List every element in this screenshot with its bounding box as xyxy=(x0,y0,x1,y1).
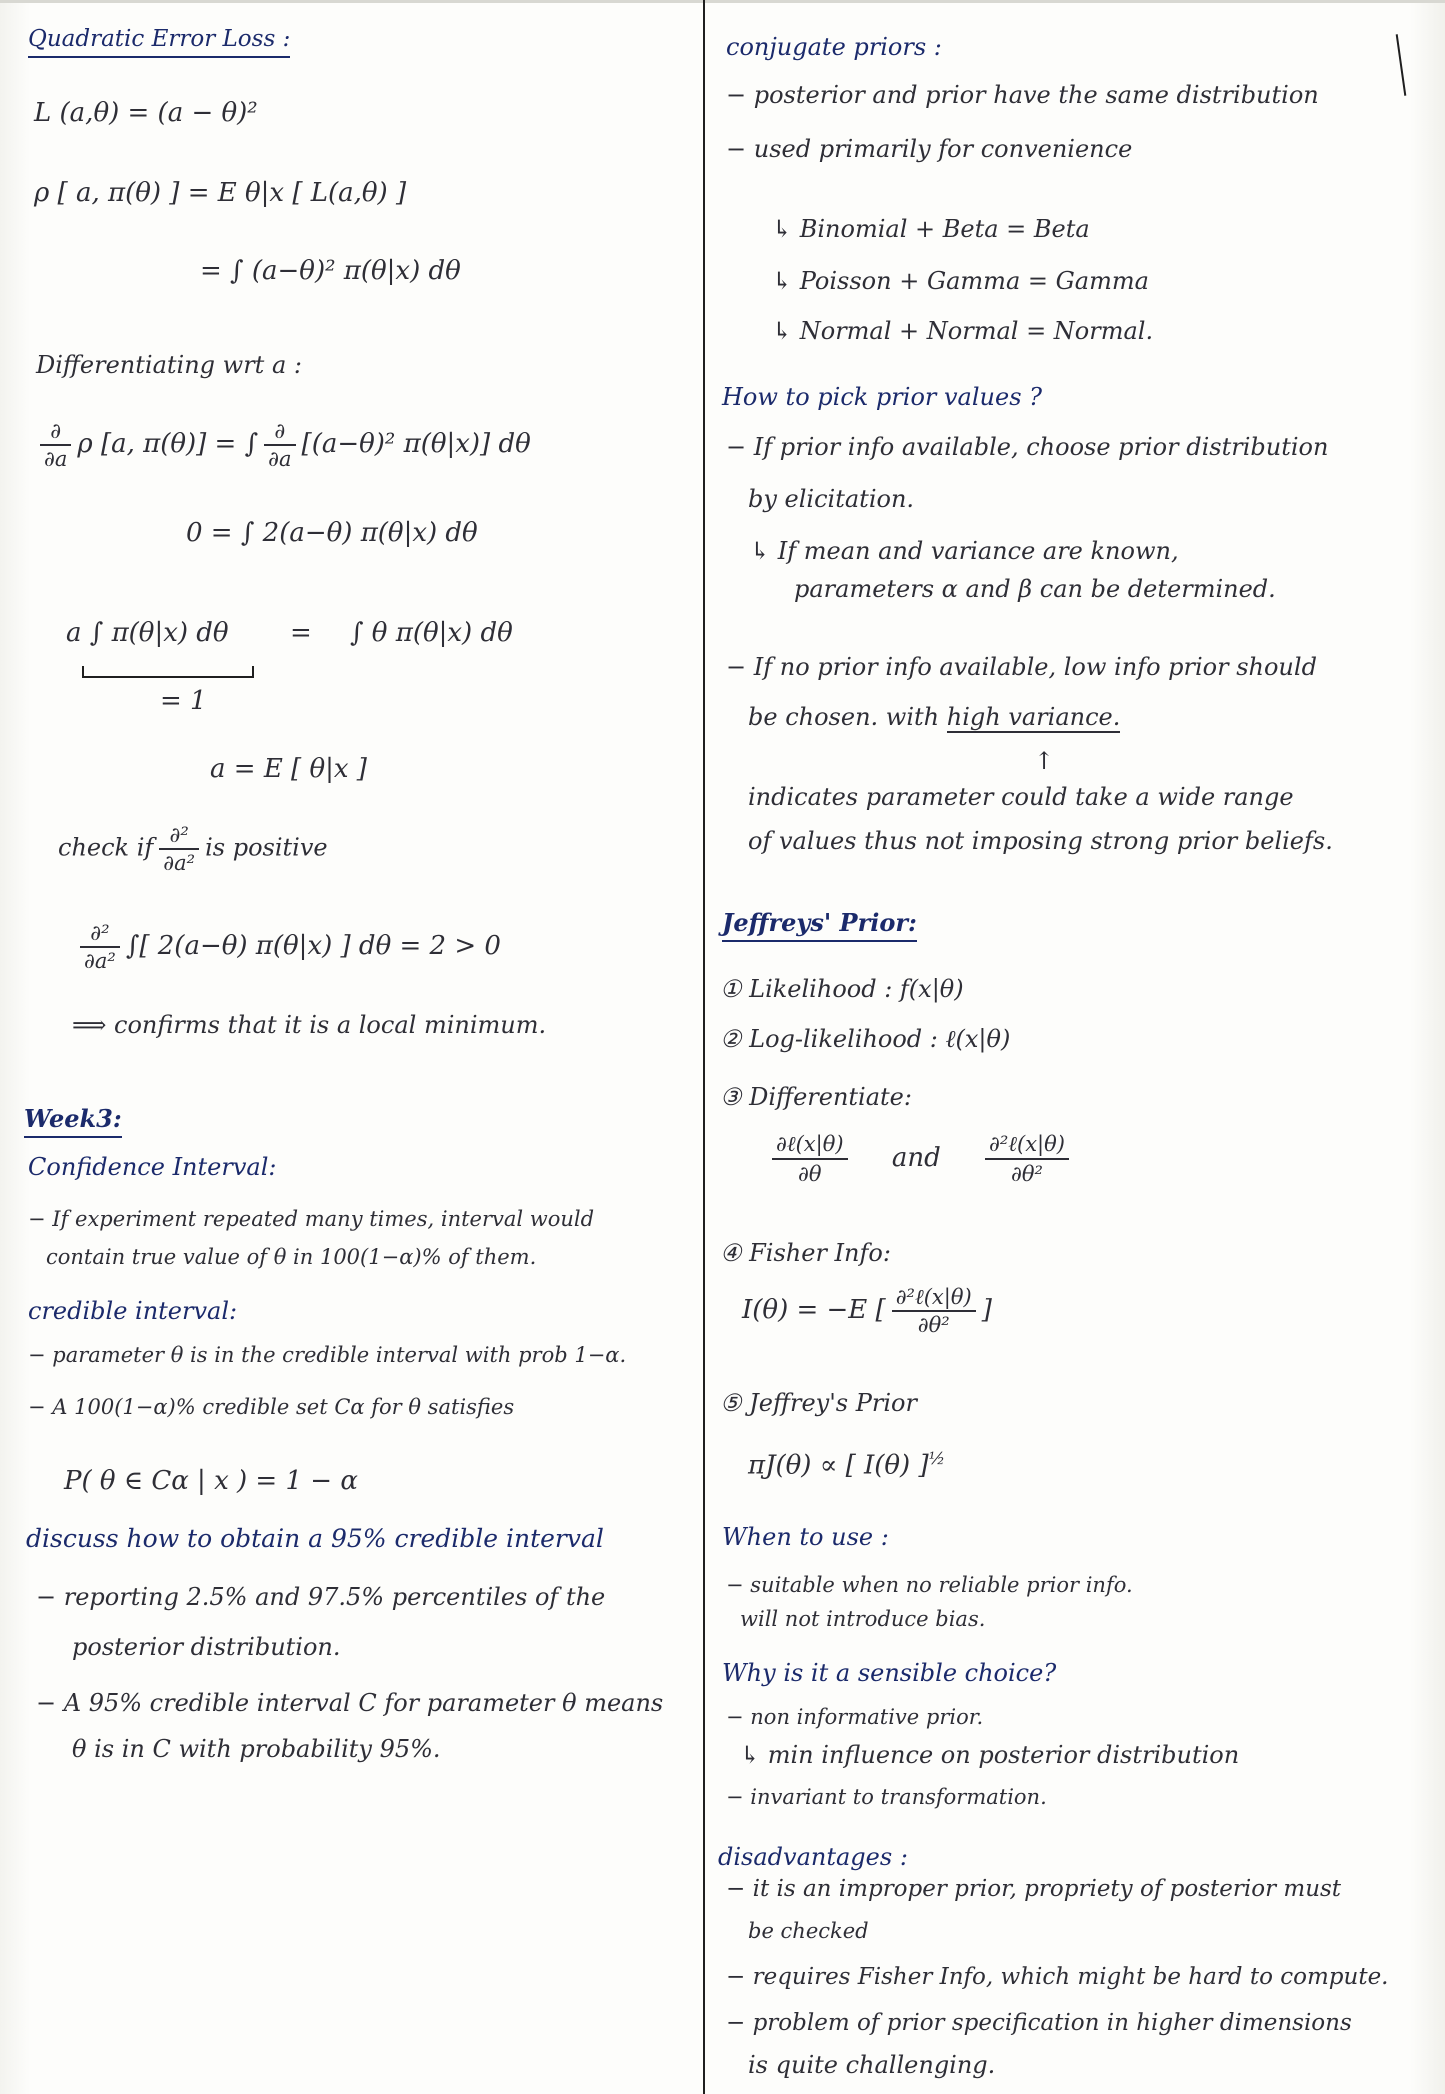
disadvantage3-line2: is quite challenging. xyxy=(748,2051,996,2079)
left-column xyxy=(0,0,700,2094)
disadvantages-title: disadvantages : xyxy=(718,1843,908,1871)
confidence-interval-title: Confidence Interval: xyxy=(28,1153,277,1181)
partial-fraction-inner: $\frac{\partial}{\partial a}$ xyxy=(264,418,295,472)
jeffreys-prior-title: Jeffreys' Prior: xyxy=(722,908,917,942)
disadvantage2: − requires Fisher Info, which might be hard to compute. xyxy=(726,1964,1389,1990)
when-to-use-title: When to use : xyxy=(722,1523,889,1551)
column-divider xyxy=(703,0,705,2094)
fisher-info-formula: I(θ) = −E [ $\frac{\text{∂²ℓ(x|θ)}}{\text{∂θ²}}$ ] xyxy=(742,1285,992,1337)
underbrace-right-tick xyxy=(252,666,254,677)
partial-fraction: $\frac{\partial}{\partial a}$ xyxy=(40,418,71,472)
when-to-use-line1: − suitable when no reliable prior info. xyxy=(726,1573,1133,1597)
discuss-point2-line1: − A 95% credible interval C for parameter θ means xyxy=(36,1689,664,1717)
credible-interval-title: credible interval: xyxy=(28,1297,238,1325)
jeffreys-prior-formula: πJ(θ) ∝ [ I(θ) ]$^{\frac{1}{2}}$ xyxy=(748,1449,946,1481)
sensible-line1: − non informative prior. xyxy=(726,1705,984,1729)
underbrace xyxy=(82,676,254,678)
sensible-choice-title: Why is it a sensible choice? xyxy=(722,1659,1057,1687)
sensible-line3: − invariant to transformation. xyxy=(726,1785,1047,1809)
conjugate-line1: − posterior and prior have the same distribution xyxy=(726,81,1319,109)
zero-equation: 0 = ∫ 2(a−θ) π(θ|x) dθ xyxy=(186,518,478,548)
loss-definition: L (a,θ) = (a − θ)² xyxy=(34,98,258,128)
discuss-95-credible-title: discuss how to obtain a 95% credible interval xyxy=(26,1524,604,1553)
quadratic-error-loss-title: Quadratic Error Loss : xyxy=(28,24,290,58)
underbrace-label: = 1 xyxy=(160,686,207,716)
differentiating-label: Differentiating wrt a : xyxy=(36,351,302,379)
step-differentiate: ③ Differentiate: xyxy=(720,1083,912,1111)
high-variance-emphasis: high variance. xyxy=(946,703,1121,731)
disadvantage1-line1: − it is an improper prior, propriety of posterior must xyxy=(726,1876,1342,1902)
when-to-use-line2: will not introduce bias. xyxy=(740,1607,986,1631)
derivative-equation: $\frac{\partial}{\partial a}$ ρ [a, π(θ)] = ∫ $\frac{\partial}{\partial a}$ [(a−θ)² π(θ|x)] dθ xyxy=(34,418,531,472)
confidence-interval-line1: − If experiment repeated many times, interval would xyxy=(28,1207,595,1231)
pick-point2-line2: be chosen. with high variance. xyxy=(748,703,1121,731)
discuss-point1-line2: posterior distribution. xyxy=(72,1633,341,1661)
disadvantage3-line1: − problem of prior specification in higher dimensions xyxy=(726,2010,1352,2036)
step-likelihood: ① Likelihood : f(x|θ) xyxy=(720,975,964,1003)
discuss-point2-line2: θ is in C with probability 95%. xyxy=(72,1735,441,1763)
pick-point1-sub2: parameters α and β can be determined. xyxy=(794,575,1276,603)
credible-set-formula: P( θ ∈ Cα | x ) = 1 − α xyxy=(64,1466,358,1496)
step-jeffreys-prior: ⑤ Jeffrey's Prior xyxy=(720,1389,917,1417)
disadvantage1-line2: be checked xyxy=(748,1919,869,1943)
conjugate-line2: − used primarily for convenience xyxy=(726,135,1133,163)
posterior-mean-result: a = E [ θ|x ] xyxy=(210,754,367,784)
a-integral-rhs: ∫ θ π(θ|x) dθ xyxy=(350,618,513,648)
conjugate-example-poisson: ↳ Poisson + Gamma = Gamma xyxy=(772,267,1149,295)
pick-point1-sub1: ↳ If mean and variance are known, xyxy=(750,537,1179,565)
confidence-interval-line2: contain true value of θ in 100(1−α)% of them. xyxy=(46,1245,537,1269)
pick-point1-line2: by elicitation. xyxy=(748,485,915,513)
high-variance-arrow: ↑ xyxy=(1034,747,1055,775)
week3-heading: Week3: xyxy=(24,1104,122,1138)
second-derivative-equation: $\frac{\text{∂²}}{\text{∂a²}}$ ∫[ 2(a−θ) π(θ|x) ] dθ = 2 > 0 xyxy=(74,920,501,974)
step-fisher-info: ④ Fisher Info: xyxy=(720,1239,891,1267)
discuss-point1-line1: − reporting 2.5% and 97.5% percentiles of the xyxy=(36,1583,606,1611)
bayes-risk-expectation: ρ [ a, π(θ) ] = E θ|x [ L(a,θ) ] xyxy=(34,178,407,208)
conjugate-example-binomial: ↳ Binomial + Beta = Beta xyxy=(772,215,1090,243)
a-integral-equals: = xyxy=(290,618,312,648)
a-integral-lhs: a ∫ π(θ|x) dθ xyxy=(66,618,229,648)
credible-interval-line2: − A 100(1−α)% credible set Cα for θ satisfies xyxy=(28,1395,515,1419)
pick-point2-line1: − If no prior info available, low info prior should xyxy=(726,653,1317,681)
step-log-likelihood: ② Log-likelihood : ℓ(x|θ) xyxy=(720,1025,1011,1053)
conjugate-priors-title: conjugate priors : xyxy=(726,33,942,61)
conjugate-example-normal: ↳ Normal + Normal = Normal. xyxy=(772,317,1154,345)
second-derivative-check: check if $\frac{\text{∂²}}{\text{∂a²}}$ is positive xyxy=(58,823,328,875)
pick-prior-title: How to pick prior values ? xyxy=(722,383,1043,411)
right-column xyxy=(712,0,1442,2094)
credible-interval-line1: − parameter θ is in the credible interval with prob 1−α. xyxy=(28,1343,627,1367)
underbrace-left-tick xyxy=(82,666,84,677)
bayes-risk-integral: = ∫ (a−θ)² π(θ|x) dθ xyxy=(200,256,461,286)
differentiate-fractions: $\frac{\text{∂ℓ(x|θ)}}{\partial\theta}$ and $\frac{\text{∂²ℓ(x|θ)}}{\text{∂θ²}}$ xyxy=(766,1130,1075,1188)
pick-point2-line4: of values thus not imposing strong prior beliefs. xyxy=(748,827,1333,855)
sensible-line2: ↳ min influence on posterior distribution xyxy=(740,1741,1240,1769)
pick-point2-line3: indicates parameter could take a wide range xyxy=(748,783,1294,811)
pick-point1-line1: − If prior info available, choose prior distribution xyxy=(726,433,1329,461)
local-minimum-conclusion: ⟹ confirms that it is a local minimum. xyxy=(72,1011,547,1039)
